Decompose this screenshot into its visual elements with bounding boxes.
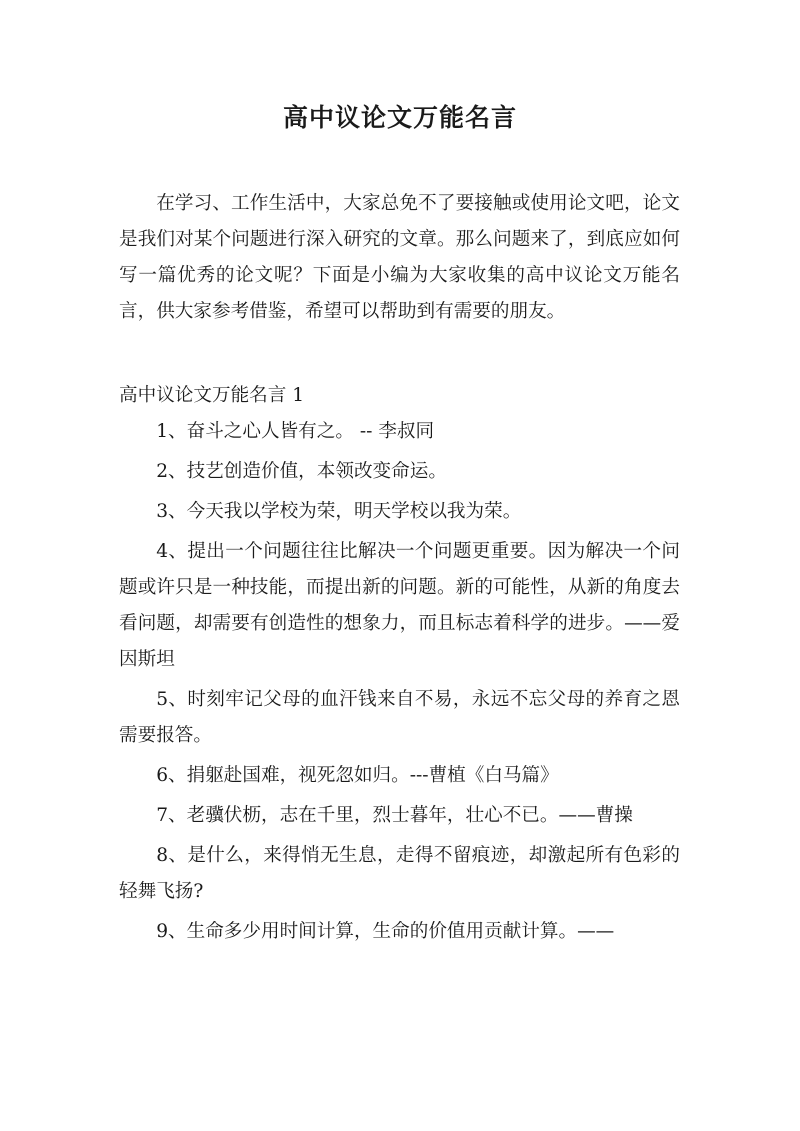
quote-item-1: 1、奋斗之心人皆有之。 -- 李叔同 <box>156 421 435 442</box>
quote-item-2: 2、技艺创造价值，本领改变命运。 <box>156 461 447 482</box>
quote-item-9: 9、生命多少用时间计算，生命的价值用贡献计算。—— <box>156 921 615 942</box>
intro-paragraph: 在学习、工作生活中，大家总免不了要接触或使用论文吧，论文是我们对某个问题进行深入研究的文章。那么问题来了，到底应如何写一篇优秀的论文呢？下面是小编为大家收集的高中议论文万能名言，供大家参考借鉴，希望可以帮助到有需要的朋友。 <box>119 193 680 322</box>
quote-item-5: 5、时刻牢记父母的血汗钱来自不易，永远不忘父母的养育之恩需要报答。 <box>119 689 680 746</box>
section-heading: 高中议论文万能名言 1 <box>119 385 305 406</box>
quote-item-8: 8、是什么，来得悄无生息，走得不留痕迹，却激起所有色彩的轻舞飞扬? <box>119 845 680 902</box>
quote-item-7: 7、老骥伏枥，志在千里，烈士暮年，壮心不已。——曹操 <box>156 805 633 826</box>
quote-item-3: 3、今天我以学校为荣，明天学校以我为荣。 <box>156 501 522 522</box>
quote-item-6: 6、捐躯赴国难，视死忽如归。---曹植《白马篇》 <box>156 765 559 786</box>
quote-item-4: 4、提出一个问题往往比解决一个问题更重要。因为解决一个问题或许只是一种技能，而提出新的问题。新的可能性，从新的角度去看问题，却需要有创造性的想象力，而且标志着科学的进步。——爱因斯坦 <box>119 541 680 670</box>
document-title: 高中议论文万能名言 <box>282 103 517 132</box>
document-body <box>119 186 680 954</box>
